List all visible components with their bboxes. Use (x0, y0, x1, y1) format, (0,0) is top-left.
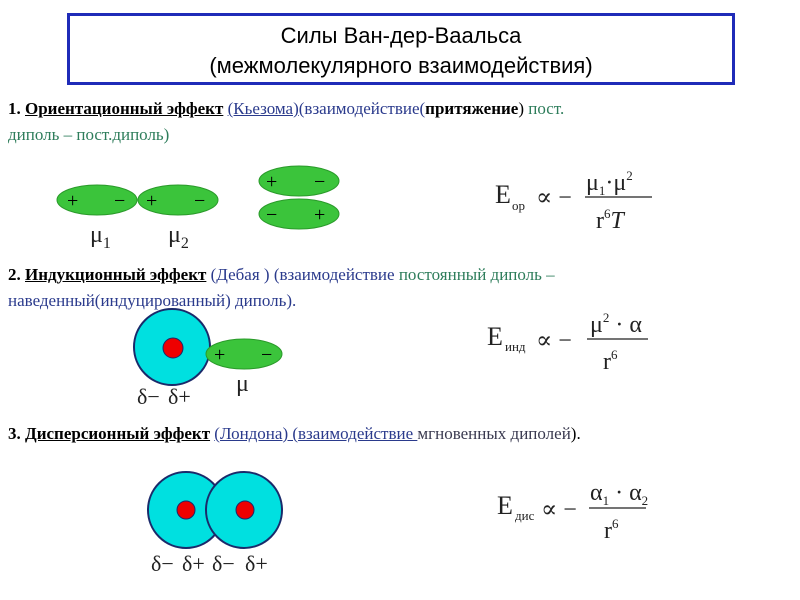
dispersion-nucleus-2 (236, 501, 254, 519)
section2-name: Индукционный эффект (25, 265, 207, 284)
dipole2-minus: − (194, 190, 206, 212)
section2-desc: (взаимодействие (273, 265, 399, 284)
dipole4-minus: − (266, 204, 278, 226)
section2-number: 2. (8, 265, 25, 284)
section1-name: Ориентационный эффект (25, 99, 224, 118)
section3-desc-gray: мгновенных диполей (417, 424, 571, 443)
section1-author: (Кьезома) (227, 99, 299, 118)
formula-induction (487, 310, 648, 375)
dipole5-plus: + (214, 344, 226, 366)
section1-number: 1. (8, 99, 25, 118)
section3-text (8, 421, 798, 447)
svg-text:∝ −: ∝ − (536, 328, 572, 354)
section1-desc-green: пост. (528, 99, 565, 118)
svg-text:α1 · α2: $\alpha_1 \cdot \alpha_2$ (590, 480, 649, 508)
title-line-2: (межмолекулярного взаимодействия) (209, 53, 593, 78)
mu1-symbol: $\mu_1$ (90, 222, 111, 252)
svg-text:μ1·μ2: $\mu_1\cdot\mu^2$ (586, 168, 633, 198)
induced-nucleus (163, 338, 183, 358)
dipole4-plus: + (314, 204, 326, 226)
mu2-symbol: $\mu_2$ (168, 222, 189, 252)
dipole5-minus: − (261, 344, 273, 366)
section3-author: (Лондона) (взаимодействие (214, 424, 418, 443)
section1-line2: диполь – пост.диполь) (8, 125, 170, 144)
section3-number: 3. (8, 424, 25, 443)
disp-delta-plus-2: δ+ (245, 551, 268, 576)
svg-text:∝ −: ∝ − (536, 185, 572, 211)
svg-text:инд: инд (505, 339, 526, 354)
formula-dispersion (497, 480, 648, 544)
section1-desc-close: ) (518, 99, 529, 118)
svg-text:E: E (497, 491, 513, 520)
svg-text:μ2 · α: $\mu^2 \cdot \alpha$ (590, 310, 642, 338)
dipole3-plus: + (266, 171, 278, 193)
svg-text:E: E (487, 322, 503, 351)
svg-text:ор: ор (512, 198, 525, 213)
induced-delta-plus: δ+ (168, 384, 191, 409)
formula-orientation (495, 168, 652, 234)
induced-mu: μ (236, 371, 249, 397)
svg-text:E: E (495, 180, 511, 209)
section2-text (8, 262, 788, 314)
svg-text:дис: дис (515, 508, 535, 523)
disp-delta-plus-1: δ+ (182, 551, 205, 576)
dispersion-nucleus-1 (177, 501, 195, 519)
section3-name: Дисперсионный эффект (25, 424, 211, 443)
dipole2-plus: + (146, 190, 158, 212)
disp-delta-minus-1: δ− (151, 551, 174, 576)
dipole3-minus: − (314, 171, 326, 193)
svg-text:r6: $r^6$ (603, 347, 618, 375)
disp-delta-minus-2: δ− (212, 551, 235, 576)
svg-text:r6T: $r^6T$ (596, 206, 624, 234)
section2-line2: наведенный(индуцированный) диполь). (8, 291, 297, 310)
section1-desc-open: (взаимодействие( (298, 99, 426, 118)
section1-desc-bold: притяжение (425, 99, 519, 118)
induced-delta-minus: δ− (137, 384, 160, 409)
title-line-1: Силы Ван-дер-Ваальса (280, 23, 522, 48)
svg-text:∝ −: ∝ − (541, 497, 577, 523)
section2-desc-green: постоянный диполь – (398, 265, 555, 284)
dipole1-plus: + (67, 190, 79, 212)
svg-text:r6: $r^6$ (604, 516, 619, 544)
section3-desc-close: ). (570, 424, 581, 443)
section2-author: (Дебая ) (206, 265, 274, 284)
dipole1-minus: − (114, 190, 126, 212)
